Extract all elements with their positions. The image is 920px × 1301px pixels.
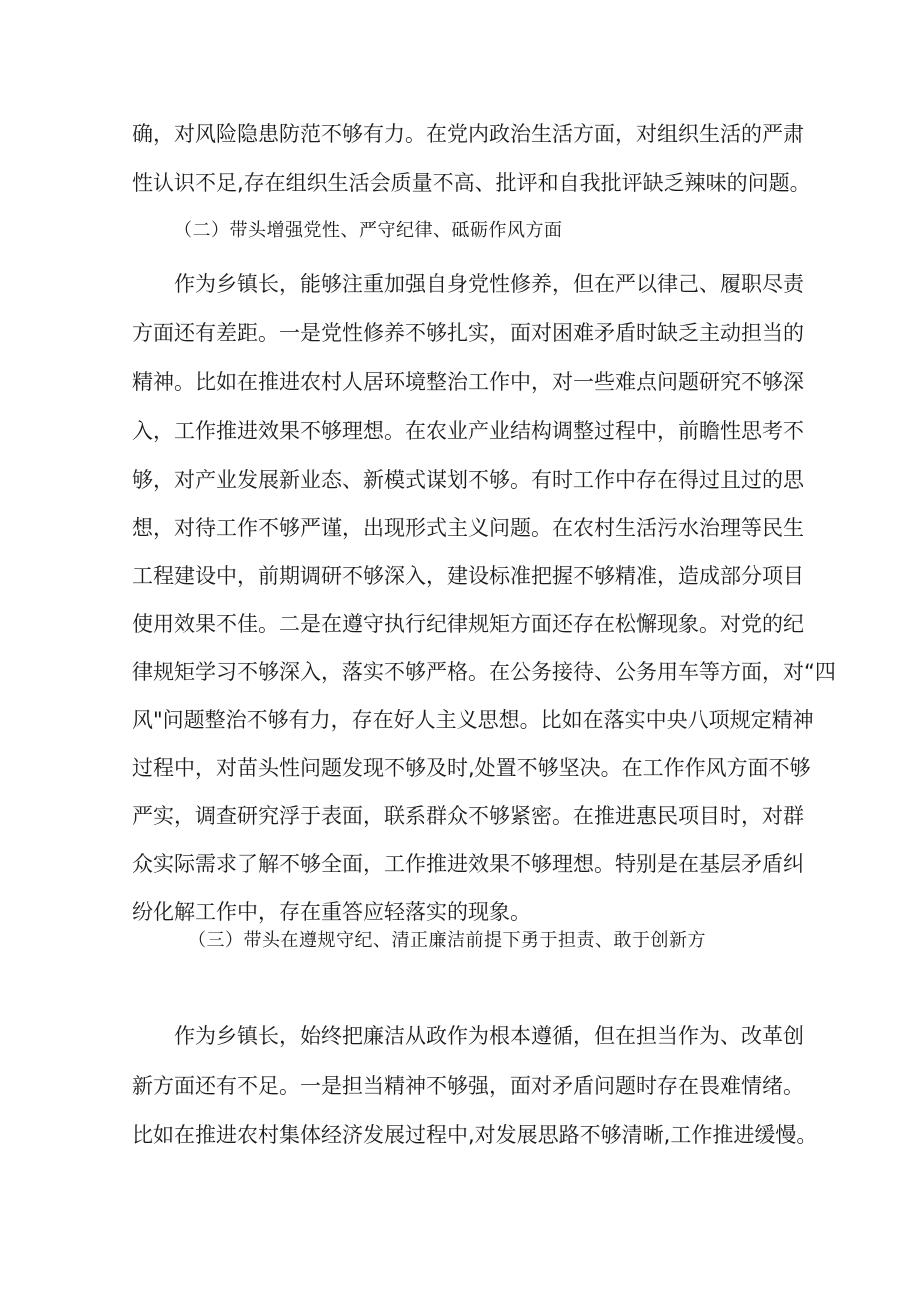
paragraph-line: 律规矩学习不够深入，落实不够严格。在公务接待、公务用车等方面，对“四 bbox=[132, 660, 836, 684]
paragraph-line: 够，对产业发展新业态、新模式谋划不够。有时工作中存在得过且过的思 bbox=[132, 468, 804, 492]
paragraph-line: 众实际需求了解不够全面，工作推进效果不够理想。特别是在基层矛盾纠 bbox=[132, 852, 804, 876]
paragraph-line: 确，对风险隐患防范不够有力。在党内政治生活方面，对组织生活的严肃 bbox=[132, 122, 804, 146]
paragraph-line: 风"问题整治不够有力，存在好人主义思想。比如在落实中央八项规定精神 bbox=[132, 708, 814, 732]
paragraph-line: 方面还有差距。一是党性修养不够扎实，面对困难矛盾时缺乏主动担当的 bbox=[132, 321, 804, 345]
paragraph-line: 过程中，对苗头性问题发现不够及时,处置不够坚决。在工作作风方面不够 bbox=[132, 756, 811, 780]
paragraph-line: 纷化解工作中，存在重答应轻落实的现象。 bbox=[132, 900, 531, 924]
paragraph-line: 作为乡镇长，始终把廉洁从政作为根本遵循，但在担当作为、改革创 bbox=[174, 1024, 804, 1048]
section-heading-2: （二）带头增强党性、严守纪律、砥砺作风方面 bbox=[174, 220, 563, 241]
paragraph-line: 性认识不足,存在组织生活会质量不高、批评和自我批评缺乏辣味的问题。 bbox=[132, 171, 811, 195]
paragraph-line: 精神。比如在推进农村人居环境整治工作中，对一些难点问题研究不够深 bbox=[132, 370, 804, 394]
paragraph-line: 使用效果不佳。二是在遵守执行纪律规矩方面还存在松懈现象。对党的纪 bbox=[132, 612, 804, 636]
paragraph-line: 作为乡镇长，能够注重加强自身党性修养，但在严以律己、履职尽责 bbox=[174, 272, 804, 296]
paragraph-line: 工程建设中，前期调研不够深入，建设标准把握不够精准，造成部分项目 bbox=[132, 564, 804, 588]
paragraph-line: 严实，调查研究浮于表面，联系群众不够紧密。在推进惠民项目时，对群 bbox=[132, 804, 804, 828]
paragraph-line: 新方面还有不足。一是担当精神不够强，面对矛盾问题时存在畏难情绪。 bbox=[132, 1074, 804, 1098]
paragraph-line: 想，对待工作不够严谨，出现形式主义问题。在农村生活污水治理等民生 bbox=[132, 516, 804, 540]
paragraph-line: 入，工作推进效果不够理想。在农业产业结构调整过程中，前瞻性思考不 bbox=[132, 419, 804, 443]
paragraph-line: 比如在推进农村集体经济发展过程中,对发展思路不够清晰,工作推进缓慢。 bbox=[132, 1123, 818, 1147]
section-heading-3: （三）带头在遵规守纪、清正廉洁前提下勇于担责、敢于创新方 bbox=[188, 930, 706, 951]
